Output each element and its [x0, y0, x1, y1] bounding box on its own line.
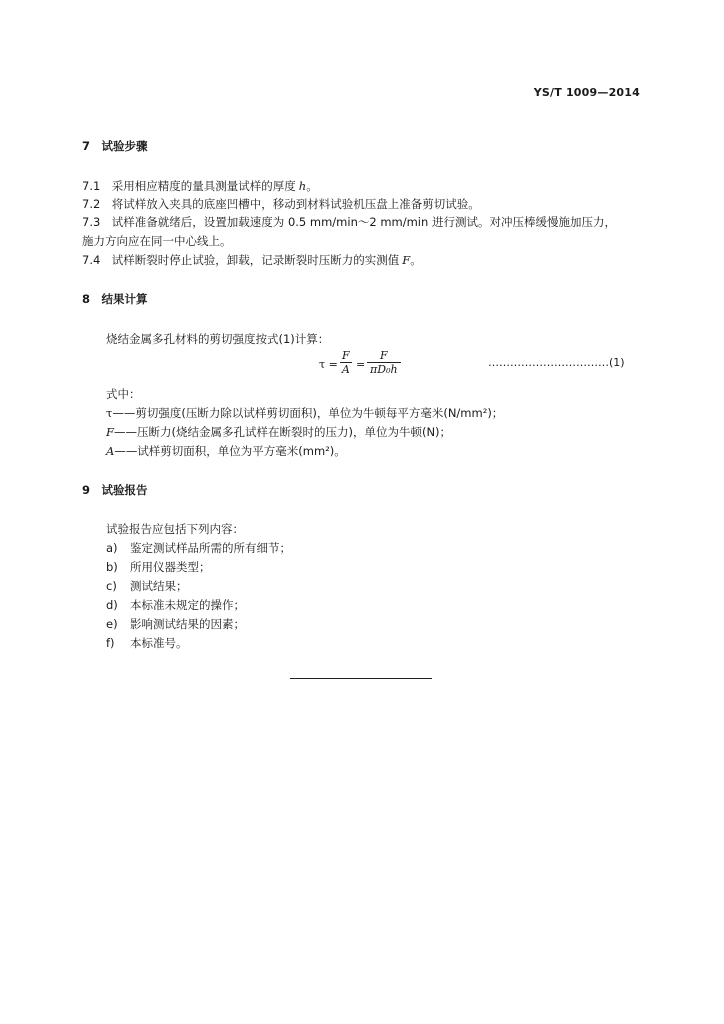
list-item [106, 540, 291, 556]
list-item-label: d) [106, 598, 118, 612]
symbol-a: A [106, 444, 115, 458]
list-item-label: f) [106, 636, 115, 650]
list-item-label: e) [106, 617, 118, 631]
clause-7-3: 7.3 试样准备就绪后，设置加载速度为 0.5 mm/min～2 mm/min 进行测试。对冲压棒缓慢施加压力， [82, 215, 616, 229]
symbol-def-f [106, 424, 451, 440]
clause-7-1-end: 。 [306, 179, 318, 193]
section-9-heading: 9 试验报告 [82, 483, 148, 497]
clause-7-2: 7.2 将试样放入夹具的底座凹槽中，移动到材料试验机压盘上准备剪切试验。 [82, 197, 480, 211]
clause-7-3-cont: 施力方向应在同一中心线上。 [82, 234, 232, 248]
clause-7-1-var: h [298, 179, 307, 193]
fraction-2-numerator: F [367, 350, 401, 363]
symbol-tau: τ [106, 406, 113, 420]
list-item-text: 所用仪器类型； [130, 560, 211, 574]
clause-7-4-var: F [402, 253, 411, 267]
fraction-f-over-pid0h [367, 350, 401, 375]
list-item [106, 597, 245, 613]
symbol-def-tau [106, 405, 503, 421]
fraction-f-over-a [340, 350, 352, 375]
list-item-label: a) [106, 541, 118, 555]
list-item [106, 616, 245, 632]
fraction-1-denominator: A [341, 363, 350, 376]
clause-7-1 [82, 178, 318, 194]
symbol-f-desc: ——压断力(烧结金属多孔试样在断裂时的压力)，单位为牛顿(N)； [113, 425, 452, 439]
end-of-document-rule [290, 678, 432, 679]
section-8-heading: 8 结果计算 [82, 292, 148, 306]
list-item-text: 鉴定测试样品所需的所有细节； [130, 541, 291, 555]
list-item-label: b) [106, 560, 118, 574]
fraction-1-numerator: F [342, 349, 350, 362]
fraction-2-denominator: πD₀h [370, 363, 398, 376]
list-item-text: 影响测试结果的因素； [130, 617, 245, 631]
symbol-def-a [106, 443, 346, 459]
clause-7-4-end: 。 [410, 253, 422, 267]
formula-lhs: τ = [319, 358, 338, 371]
list-item-text: 本标准号。 [130, 636, 188, 650]
clause-7-1-text: 7.1 采用相应精度的量具测量试样的厚度 [82, 179, 296, 193]
standard-number: YS/T 1009—2014 [533, 86, 640, 99]
clause-7-4 [82, 252, 422, 268]
list-item-text: 测试结果； [130, 579, 188, 593]
list-item [106, 578, 188, 594]
symbol-tau-desc: ——剪切强度(压断力除以试样剪切面积)，单位为牛顿每平方毫米(N/mm²)； [112, 406, 504, 420]
section-7-heading: 7 试验步骤 [82, 139, 148, 153]
list-item [106, 635, 188, 651]
formula-intro: 烧结金属多孔材料的剪切强度按式(1)计算： [106, 332, 330, 346]
clause-7-4-text: 7.4 试样断裂时停止试验，卸载，记录断裂时压断力的实测值 [82, 253, 400, 267]
symbol-a-desc: ——试样剪切面积，单位为平方毫米(mm²)。 [114, 444, 346, 458]
symbol-f: F [106, 425, 114, 439]
formula-equals: = [356, 358, 366, 371]
list-item-label: c) [106, 579, 117, 593]
where-label: 式中： [106, 387, 141, 401]
report-intro: 试验报告应包括下列内容： [106, 522, 244, 536]
list-item-text: 本标准未规定的操作； [130, 598, 245, 612]
formula-number: ……………………………(1) [488, 356, 625, 369]
list-item [106, 559, 211, 575]
